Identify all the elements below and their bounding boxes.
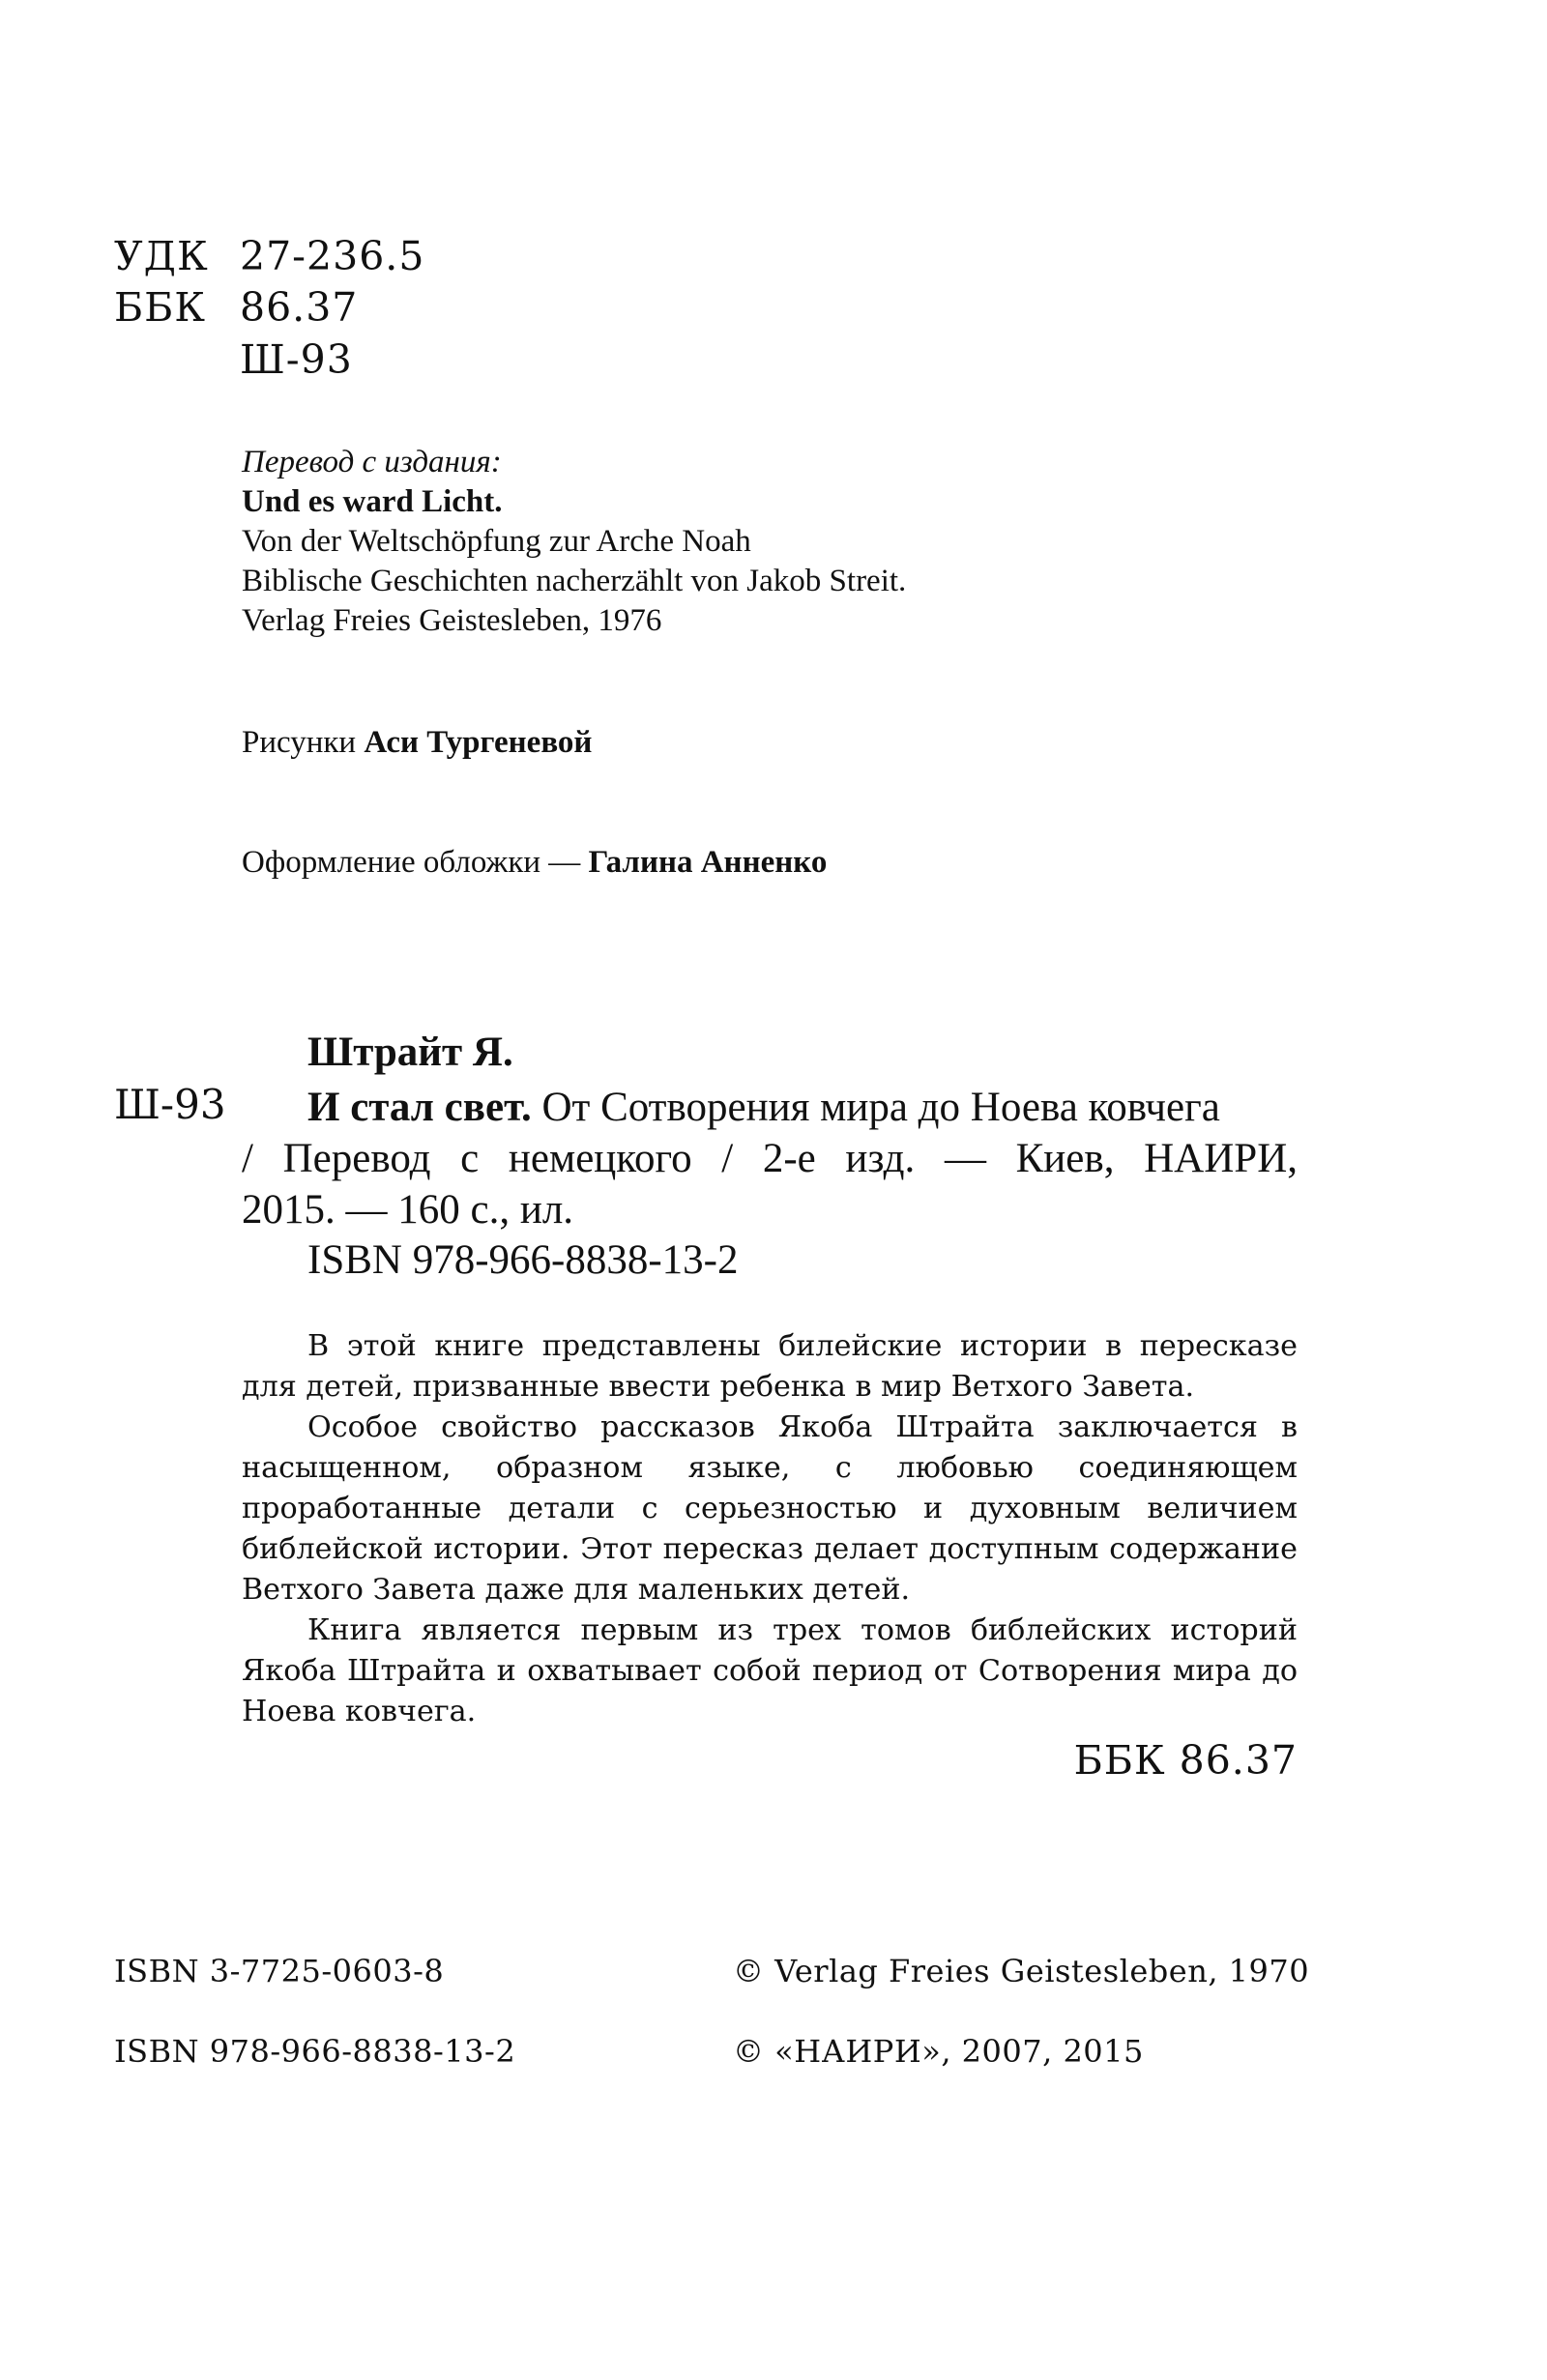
cover-credit [242, 847, 827, 879]
record-line-2: / Перевод с немецкого / 2-е изд. — Киев, НАИРИ, [242, 1136, 1298, 1181]
source-publisher: Verlag Freies Geistesleben, 1976 [242, 603, 662, 638]
cover-prefix: Оформление обложки — [242, 845, 581, 880]
footer-copyright-edition: © «НАИРИ», 2007, 2015 [733, 2033, 1144, 2070]
record-author-text: Штрайт Я. [307, 1030, 513, 1075]
bbk-label: ББК [114, 284, 206, 331]
bbk-row [0, 284, 580, 332]
source-title: Und es ward Licht. [242, 484, 503, 519]
annotation-paragraph-2: Особое свойство рассказов Якоба Штрайта заключается в насыщенном, образном языке, с любовью соединяющем проработанные детали с серьезностью и духовным величием библейской истории. Этот пересказ делает доступным содержание Ветхого Завета даже для маленьких детей. [242, 1410, 1298, 1607]
record-code: Ш-93 [114, 1081, 226, 1128]
record-title: И стал свет. [307, 1085, 532, 1130]
udk-value: 27-236.5 [240, 233, 425, 279]
annotation-bbk: ББК 86.37 [1073, 1737, 1298, 1784]
source-intro: Перевод с издания: [242, 445, 502, 479]
annotation [242, 1326, 1298, 1732]
udk-row [0, 233, 580, 280]
illustrations-prefix: Рисунки [242, 725, 357, 760]
source-subtitle: Von der Weltschöpfung zur Arche Noah [242, 524, 751, 559]
record-line-3: 2015. — 160 с., ил. [242, 1187, 574, 1233]
udk-label: УДК [114, 233, 209, 279]
record-title-rest: От Сотворения мира до Ноева ковчега [541, 1085, 1220, 1130]
record-author [307, 1031, 513, 1073]
source-retold: Biblische Geschichten nacherzählt von Jakob Streit. [242, 564, 907, 598]
author-mark-value: Ш-93 [240, 336, 353, 383]
annotation-paragraph-1: В этой книге представлены билейские истории в пересказе для детей, призванные ввести ребенка в мир Ветхого Завета. [242, 1329, 1298, 1404]
record-title-line [307, 1087, 1220, 1128]
annotation-paragraph-3: Книга является первым из трех томов библейских историй Якоба Штрайта и охватывает собой период от Сотворения мира до Ноева ковчега. [242, 1613, 1298, 1728]
illustrator-name: Аси Тургеневой [364, 725, 593, 760]
footer-isbn-original: ISBN 3-7725-0603-8 [114, 1953, 445, 1989]
footer-isbn-edition: ISBN 978-966-8838-13-2 [114, 2033, 516, 2070]
footer-copyright-original: © Verlag Freies Geistesleben, 1970 [733, 1953, 1310, 1989]
illustrations-credit [242, 727, 592, 759]
record-isbn: ISBN 978-966-8838-13-2 [307, 1237, 739, 1283]
bbk-value: 86.37 [240, 284, 359, 331]
author-mark-row [0, 336, 580, 384]
cover-designer-name: Галина Анненко [588, 845, 828, 880]
